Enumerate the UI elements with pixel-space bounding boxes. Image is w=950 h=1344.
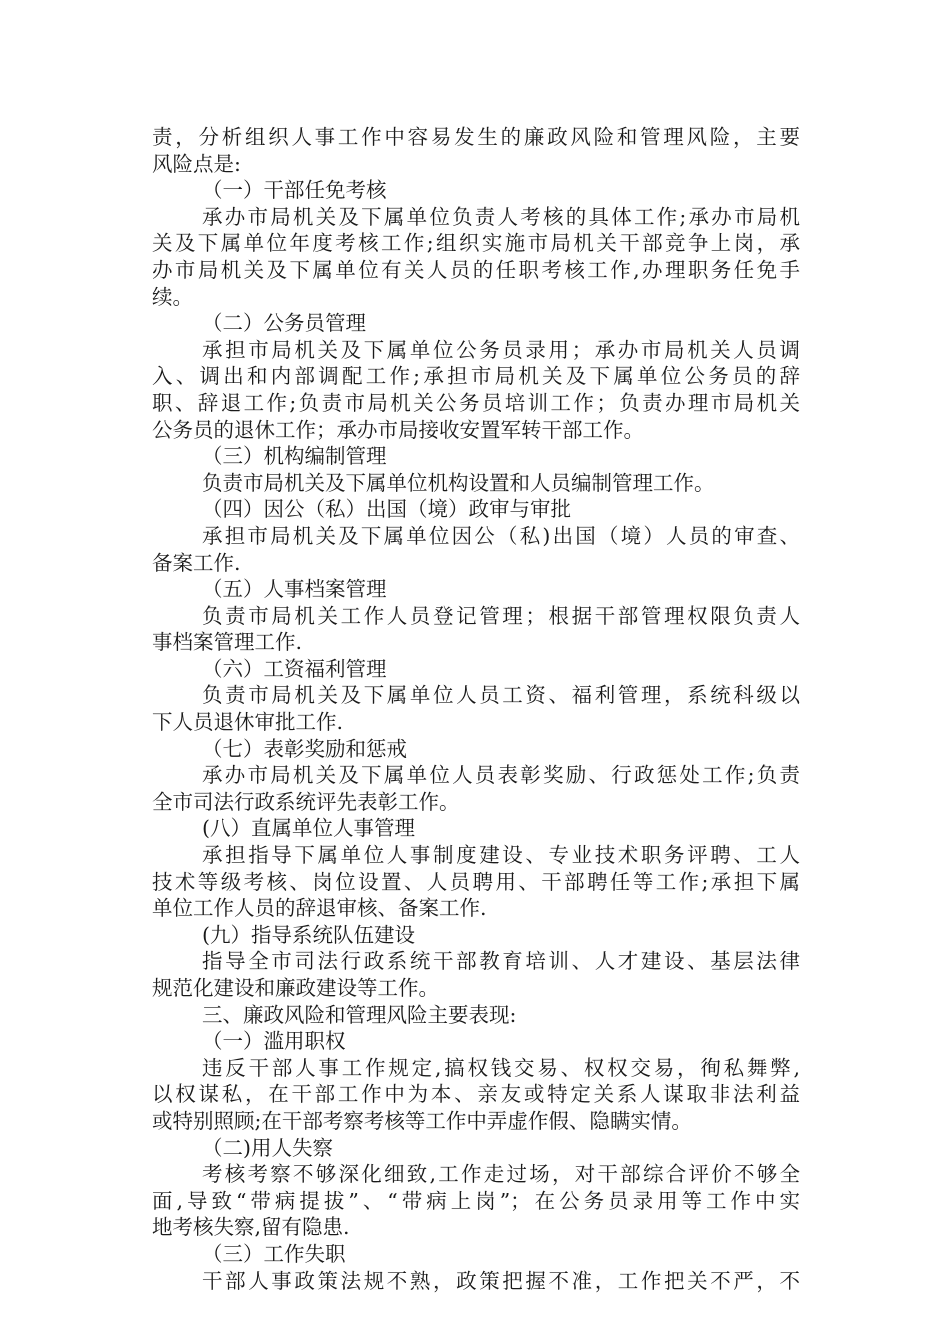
text-line: 面,导致“带病提拔”、“带病上岗”；在公务员录用等工作中实 [152, 1188, 800, 1213]
text-line: 技术等级考核、岗位设置、人员聘用、干部聘任等工作;承担下属 [152, 869, 800, 894]
text-line: 责，分析组织人事工作中容易发生的廉政风险和管理风险，主要 [152, 125, 800, 149]
text-line: 公务员的退休工作；承办市局接收安置军转干部工作。 [152, 417, 644, 442]
text-line: 入、调出和内部调配工作;承担市局机关及下属单位公务员的辞 [152, 364, 800, 389]
section-heading-line: （一）滥用职权 [202, 1029, 346, 1054]
section-heading-line: （三）工作失职 [202, 1241, 346, 1266]
text-line: 全市司法行政系统评先表彰工作。 [152, 789, 460, 814]
text-line: 承办市局机关及下属单位负责人考核的具体工作;承办市局机 [202, 204, 800, 229]
text-line: 办市局机关及下属单位有关人员的任职考核工作,办理职务任免手 [152, 257, 800, 282]
section-heading-line: （二）公务员管理 [202, 311, 366, 336]
document-body [152, 124, 800, 1294]
text-line: 负责市局机关及下属单位人员工资、福利管理，系统科级以 [202, 683, 800, 708]
text-line: 承担市局机关及下属单位因公（私)出国（境）人员的审查、 [202, 523, 800, 548]
text-line: 指导全市司法行政系统干部教育培训、人才建设、基层法律 [202, 949, 800, 974]
text-line: 规范化建设和廉政建设等工作。 [152, 976, 439, 1000]
text-line: 负责市局机关工作人员登记管理；根据干部管理权限负责人 [202, 603, 800, 628]
section-heading-line: （四）因公（私）出国（境）政审与审批 [202, 497, 571, 522]
text-line: 下人员退休审批工作. [152, 710, 344, 735]
text-line: 承担指导下属单位人事制度建设、专业技术职务评聘、工人 [202, 843, 800, 868]
section-heading-line: (九）指导系统队伍建设 [202, 922, 415, 947]
text-line: 单位工作人员的辞退审核、备案工作. [152, 896, 487, 921]
text-line: 职、辞退工作;负责市局机关公务员培训工作；负责办理市局机关 [152, 390, 800, 415]
text-line: 承担市局机关及下属单位公务员录用；承办市局机关人员调 [202, 337, 800, 362]
section-heading-line: （五）人事档案管理 [202, 577, 387, 602]
section-heading-line: （二)用人失察 [202, 1135, 333, 1160]
text-line: 违反干部人事工作规定,搞权钱交易、权权交易，徇私舞弊, [202, 1055, 800, 1080]
text-line: 风险点是: [152, 151, 241, 176]
section-heading-line: （六）工资福利管理 [202, 656, 387, 681]
text-line: 干部人事政策法规不熟，政策把握不准，工作把关不严，不 [202, 1268, 800, 1293]
section-heading-line: 三、廉政风险和管理风险主要表现: [202, 1002, 517, 1027]
section-heading-line: （三）机构编制管理 [202, 444, 387, 469]
text-line: 备案工作. [152, 550, 241, 575]
text-line: 地考核失察,留有隐患. [152, 1215, 350, 1240]
text-line: 承办市局机关及下属单位人员表彰奖励、行政惩处工作;负责 [202, 763, 800, 788]
text-line: 续。 [152, 284, 193, 309]
text-line: 关及下属单位年度考核工作;组织实施市局机关干部竞争上岗，承 [152, 231, 800, 256]
text-line: 事档案管理工作. [152, 630, 303, 655]
text-line: 考核考察不够深化细致,工作走过场，对干部综合评价不够全 [202, 1162, 800, 1187]
text-line: 负责市局机关及下属单位机构设置和人员编制管理工作。 [202, 470, 715, 495]
section-heading-line: (八）直属单位人事管理 [202, 816, 415, 841]
section-heading-line: （一）干部任免考核 [202, 178, 387, 203]
section-heading-line: （七）表彰奖励和惩戒 [202, 736, 407, 761]
text-line: 或特别照顾;在干部考察考核等工作中弄虚作假、隐瞒实情。 [152, 1108, 692, 1133]
text-line: 以权谋私，在干部工作中为本、亲友或特定关系人谋取非法利益 [152, 1082, 800, 1107]
